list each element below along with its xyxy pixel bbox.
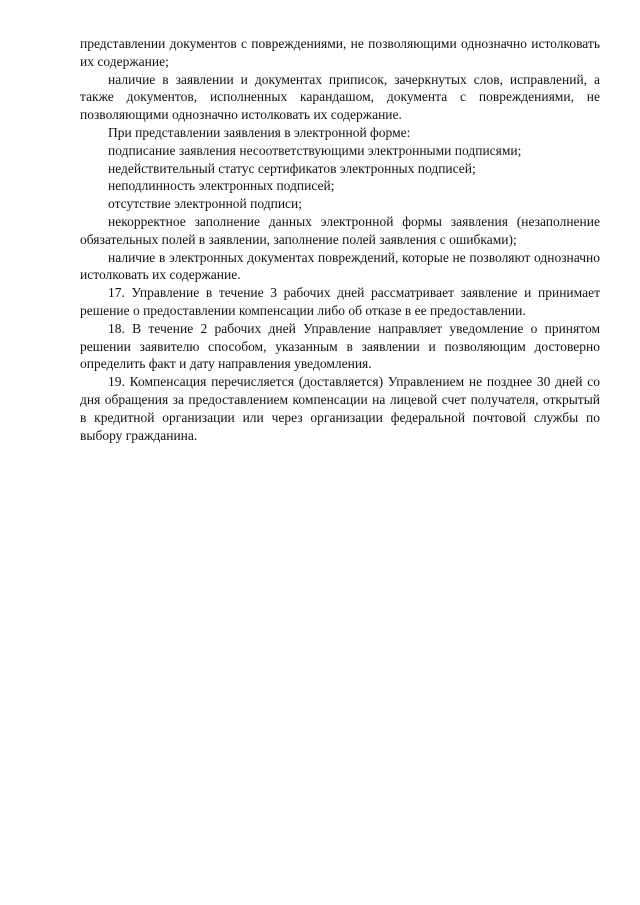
paragraph-invalid-signatures: подписание заявления несоответствующими электронными подписями; [108, 142, 522, 158]
document-page [80, 35, 600, 444]
paragraph-item-18: 18. В течение 2 рабочих дней Управление направляет уведомление о принятом решении заявителю способом, указанным в заявлении и позволяющим достоверно определить факт и дату направления уведомления. [80, 320, 600, 372]
paragraph-electronic-form-intro: При представлении заявления в электронной форме: [108, 124, 411, 140]
paragraph-signature-authenticity: неподлинность электронных подписей; [108, 178, 335, 194]
paragraph-missing-signature: отсутствие электронной подписи; [108, 196, 303, 212]
paragraph-certificate-status: недействительный статус сертификатов электронных подписей; [108, 160, 476, 176]
paragraph-form-errors: некорректное заполнение данных электронной формы заявления (незаполнение обязательных полей в заявлении, заполнение полей заявления с ошибками); [80, 213, 600, 247]
paragraph-continuation: представлении документов с повреждениями, не позволяющими однозначно истолковать их содержание; [80, 36, 600, 69]
paragraph-item-19: 19. Компенсация перечисляется (доставляется) Управлением не позднее 30 дней со дня обращения за предоставлением компенсации на лицевой счет получателя, открытый в кредитной организации или через организации федеральной почтовой службы по выбору гражданина. [80, 374, 600, 443]
paragraph-document-damage: наличие в электронных документах повреждений, которые не позволяют однозначно истолковать их содержание. [80, 249, 600, 283]
paragraph-corrections: наличие в заявлении и документах приписок, зачеркнутых слов, исправлений, а также документов, исполненных карандашом, документа с повреждениями, не позволяющими однозначно истолковать их содержание. [80, 71, 600, 123]
paragraph-item-17: 17. Управление в течение 3 рабочих дней рассматривает заявление и принимает решение о предоставлении компенсации либо об отказе в ее предоставлении. [80, 285, 600, 318]
